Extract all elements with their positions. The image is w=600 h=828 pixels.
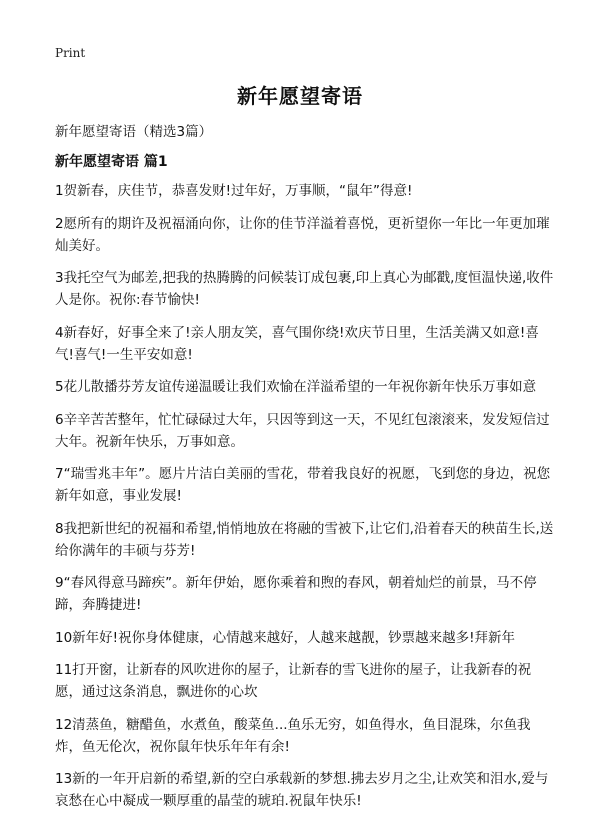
paragraph: 5花儿散播芬芳友谊传递温暖让我们欢愉在洋溢希望的一年祝你新年快乐万事如意 xyxy=(55,379,537,395)
paragraph: 2愿所有的期许及祝福涌向你，让你的佳节洋溢着喜悦，更祈望你一年比一年更加璀灿美好。 xyxy=(55,215,550,254)
paragraph: 1贺新春，庆佳节，恭喜发财!过年好，万事顺，“鼠年”得意! xyxy=(55,183,413,199)
paragraph-list xyxy=(55,180,555,823)
paragraph: 8我把新世纪的祝福和希望,悄悄地放在将融的雪被下,让它们,沿着春天的秧苗生长,送给你满年的丰硕与芬芳! xyxy=(55,520,554,559)
paragraph: 7“瑞雪兆丰年”。愿片片洁白美丽的雪花，带着我良好的祝愿，飞到您的身边，祝您新年如意，事业发展! xyxy=(55,466,551,504)
paragraph: 13新的一年开启新的希望,新的空白承载新的梦想.拂去岁月之尘,让欢笑和泪水,爱与哀愁在心中凝成一颗厚重的晶莹的琥珀.祝鼠年快乐! xyxy=(55,771,549,809)
paragraph: 4新春好，好事全来了!亲人朋友笑，喜气围你绕!欢庆节日里，生活美满又如意!喜气!喜气!一生平安如意! xyxy=(55,324,539,363)
paragraph: 12清蒸鱼，糖醋鱼，水煮鱼，酸菜鱼...鱼乐无穷，如鱼得水，鱼目混珠，尔鱼我炸，鱼无伦次，祝你鼠年快乐年年有余! xyxy=(55,716,531,755)
paragraph: 11打开窗，让新春的风吹进你的屋子，让新春的雪飞进你的屋子，让我新春的祝愿，通过这条消息，飘进你的心坎 xyxy=(55,662,532,700)
paragraph: 10新年好!祝你身体健康，心情越来越好，人越来越靓，钞票越来越多!拜新年 xyxy=(55,629,516,646)
print-link[interactable]: Print xyxy=(55,46,86,60)
document-subtitle: 新年愿望寄语（精选3篇） xyxy=(55,124,213,140)
section-heading: 新年愿望寄语 篇1 xyxy=(55,154,168,170)
paragraph: 3我托空气为邮差,把我的热腾腾的问候装订成包裹,印上真心为邮戳,度恒温快递,收件人是你。祝你:春节愉快! xyxy=(55,270,554,308)
paragraph: 9“春风得意马蹄疾”。新年伊始，愿你乘着和煦的春风，朝着灿烂的前景，马不停蹄，奔腾捷进! xyxy=(55,575,537,613)
document-title: 新年愿望寄语 xyxy=(237,84,363,108)
paragraph: 6辛辛苦苦整年，忙忙碌碌过大年，只因等到这一天，不见红包滚滚来，发发短信过大年。祝新年快乐，万事如意。 xyxy=(55,411,550,450)
